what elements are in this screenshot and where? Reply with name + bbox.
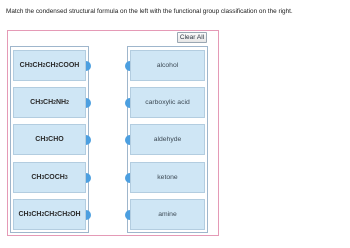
classification-tile[interactable]: carboxylic acid [130, 87, 205, 118]
classification-connector-handle[interactable] [125, 135, 130, 145]
formula-tile[interactable]: CH 3 CHO [13, 124, 86, 155]
clear-all-button[interactable]: Clear All [177, 32, 207, 43]
classification-tile[interactable]: ketone [130, 162, 205, 193]
classification-connector-handle[interactable] [125, 173, 130, 183]
classification-connector-handle[interactable] [125, 210, 130, 220]
classification-tile[interactable]: amine [130, 199, 205, 230]
formula-tile[interactable]: CH 3 CH 2 CH 2 CH 2 OH [13, 199, 86, 230]
formula-tile[interactable]: CH 3 CH 2 CH 2 COOH [13, 50, 86, 81]
question-instruction: Match the condensed structural formula on the left with the functional group classification on the right. [6, 8, 293, 15]
classification-connector-handle[interactable] [125, 98, 130, 108]
classification-connector-handle[interactable] [125, 61, 130, 71]
classification-tile[interactable]: aldehyde [130, 124, 205, 155]
formula-tile[interactable]: CH 3 CH 2 NH 2 [13, 87, 86, 118]
formula-tile[interactable]: CH 3 COCH 3 [13, 162, 86, 193]
classification-tile[interactable]: alcohol [130, 50, 205, 81]
